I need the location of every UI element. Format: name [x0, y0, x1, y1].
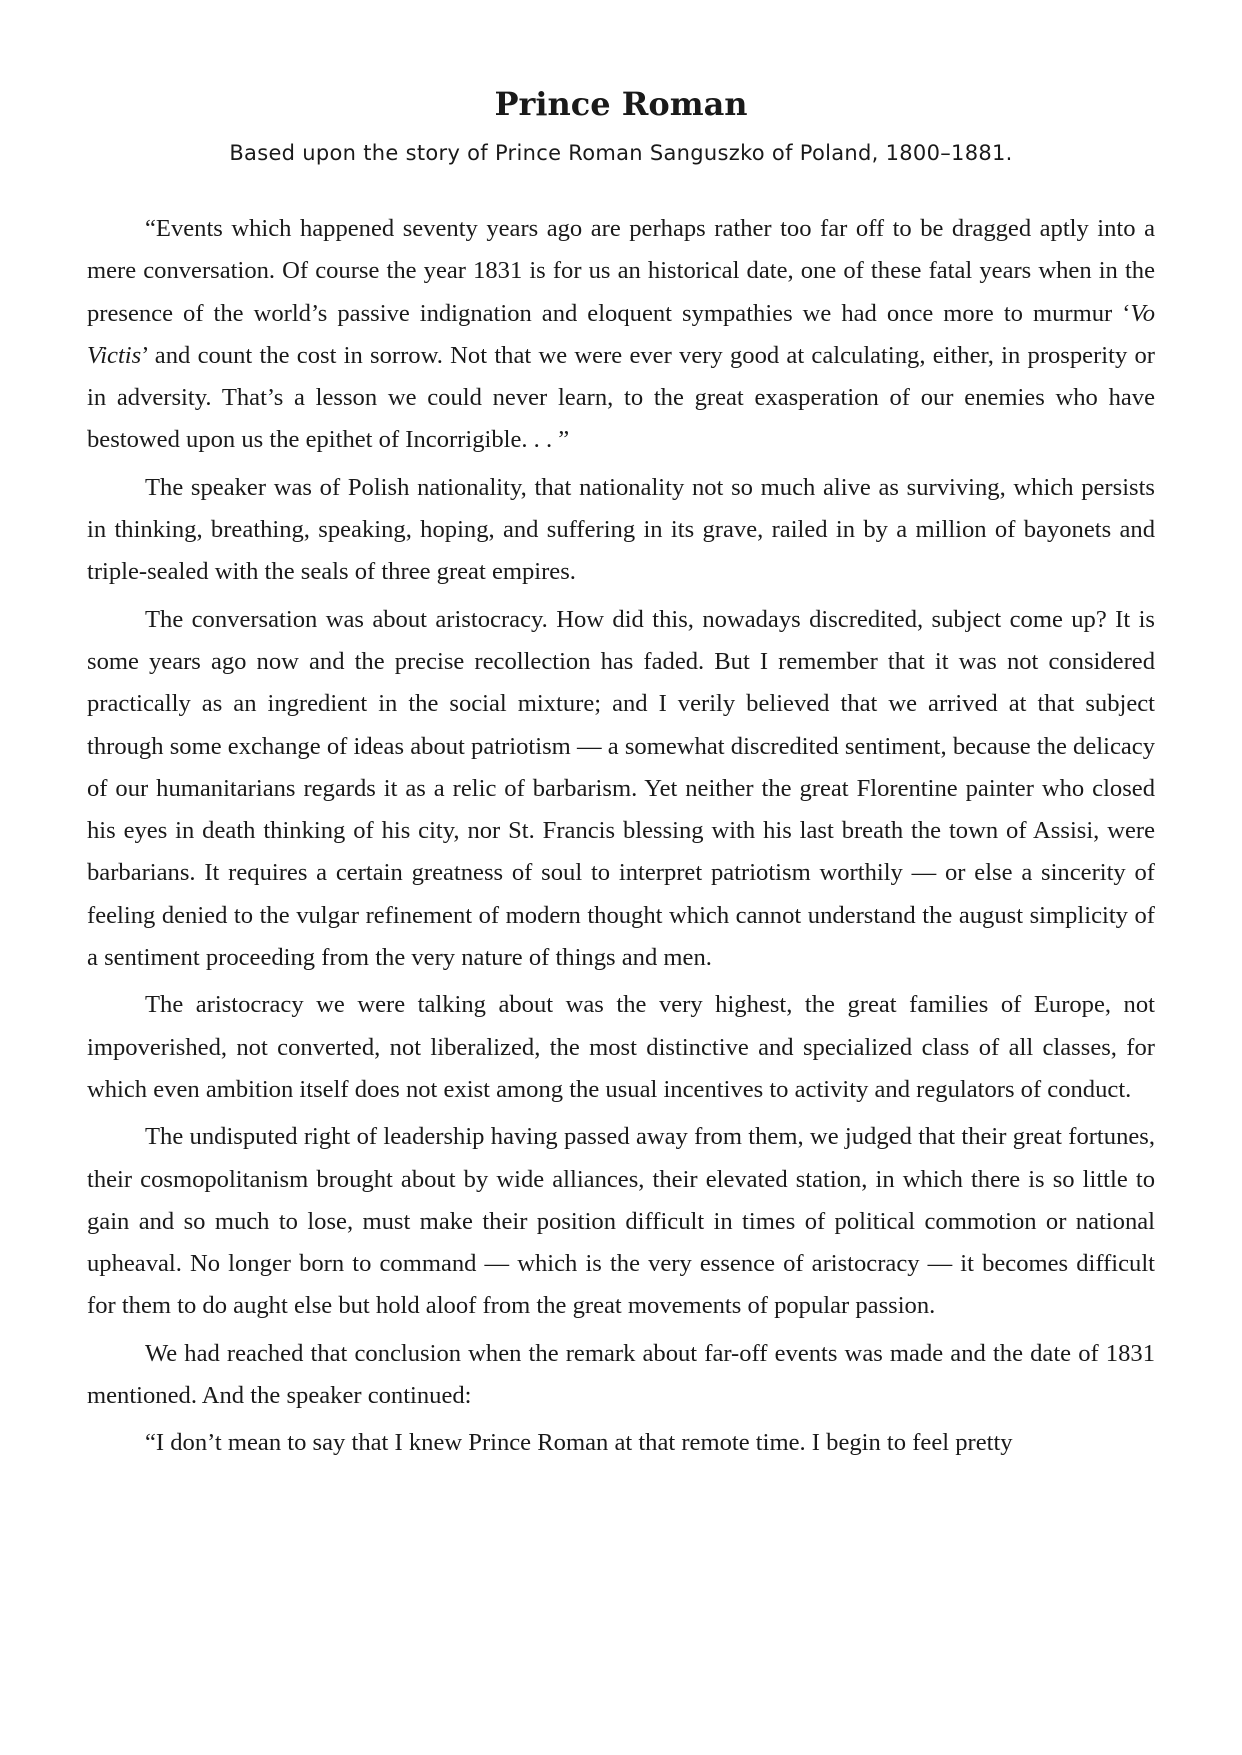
- paragraph-2: The speaker was of Polish nationality, that nationality not so much alive as surviving, which persists in thinking, breathing, speaking, hoping, and suffering in its grave, railed in by a million of bayonets and triple-sealed with the seals of three great empires.: [87, 473, 1155, 586]
- paragraph-3: The conversation was about aristocracy. How did this, nowadays discredited, subject come up? It is some years ago now and the precise recollection has faded. But I remember that it was not considered practically as an ingredient in the social mixture; and I verily believed that we arrived at that subject through some exchange of ideas about patriotism — a somewhat discredited sentiment, because the delicacy of our humanitarians regards it as a relic of barbarism. Yet neither the great Florentine painter who closed his eyes in death thinking of his city, nor St. Francis blessing with his last breath the town of Assisi, were barbarians. It requires a certain greatness of soul to interpret patriotism worthily — or else a sincerity of feeling denied to the vulgar refinement of modern thought which cannot understand the august simplicity of a sentiment proceeding from the very nature of things and men.: [87, 605, 1155, 972]
- paragraph-1-italic-phrase: Vo Victis: [87, 299, 1155, 369]
- paragraph-7: “I don’t mean to say that I knew Prince Roman at that remote time. I begin to feel pretty: [145, 1429, 1013, 1457]
- paragraph-6: We had reached that conclusion when the remark about far-off events was made and the date of 1831 mentioned. And the speaker continued:: [87, 1339, 1155, 1410]
- paragraph-1: [87, 208, 1155, 462]
- page-title: Prince Roman: [494, 85, 748, 123]
- document-body: [87, 208, 1155, 1465]
- paragraph-1-text-start: “Events which happened seventy years ago are perhaps rather too far off to be dragged aptly into a mere conversation. Of course the year 1831 is for us an historical date, one of these fatal years when in the presence of the world’s passive indignation and eloquent sympathies we had once more to murmur ‘: [87, 215, 1155, 327]
- document-page: [87, 80, 1155, 1470]
- paragraph-1-text-end: ’ and count the cost in sorrow. Not that we were ever very good at calculating, either, in prosperity or in adversity. That’s a lesson we could never learn, to the great exasperation of our enemies who have bestowed upon us the epithet of Incorrigible. . . ”: [87, 341, 1155, 454]
- paragraph-5: The undisputed right of leadership having passed away from them, we judged that their great fortunes, their cosmopolitanism brought about by wide alliances, their elevated station, in which there is so little to gain and so much to lose, must make their position difficult in times of political commotion or national upheaval. No longer born to command — which is the very essence of aristocracy — it becomes difficult for them to do aught else but hold aloof from the great movements of popular passion.: [87, 1123, 1155, 1320]
- paragraph-4: The aristocracy we were talking about was the very highest, the great families of Europe, not impoverished, not converted, not liberalized, the most distinctive and specialized class of all classes, for which even ambition itself does not exist among the usual incentives to activity and regulators of conduct.: [87, 991, 1155, 1103]
- page-subtitle: Based upon the story of Prince Roman Sanguszko of Poland, 1800–1881.: [229, 141, 1013, 165]
